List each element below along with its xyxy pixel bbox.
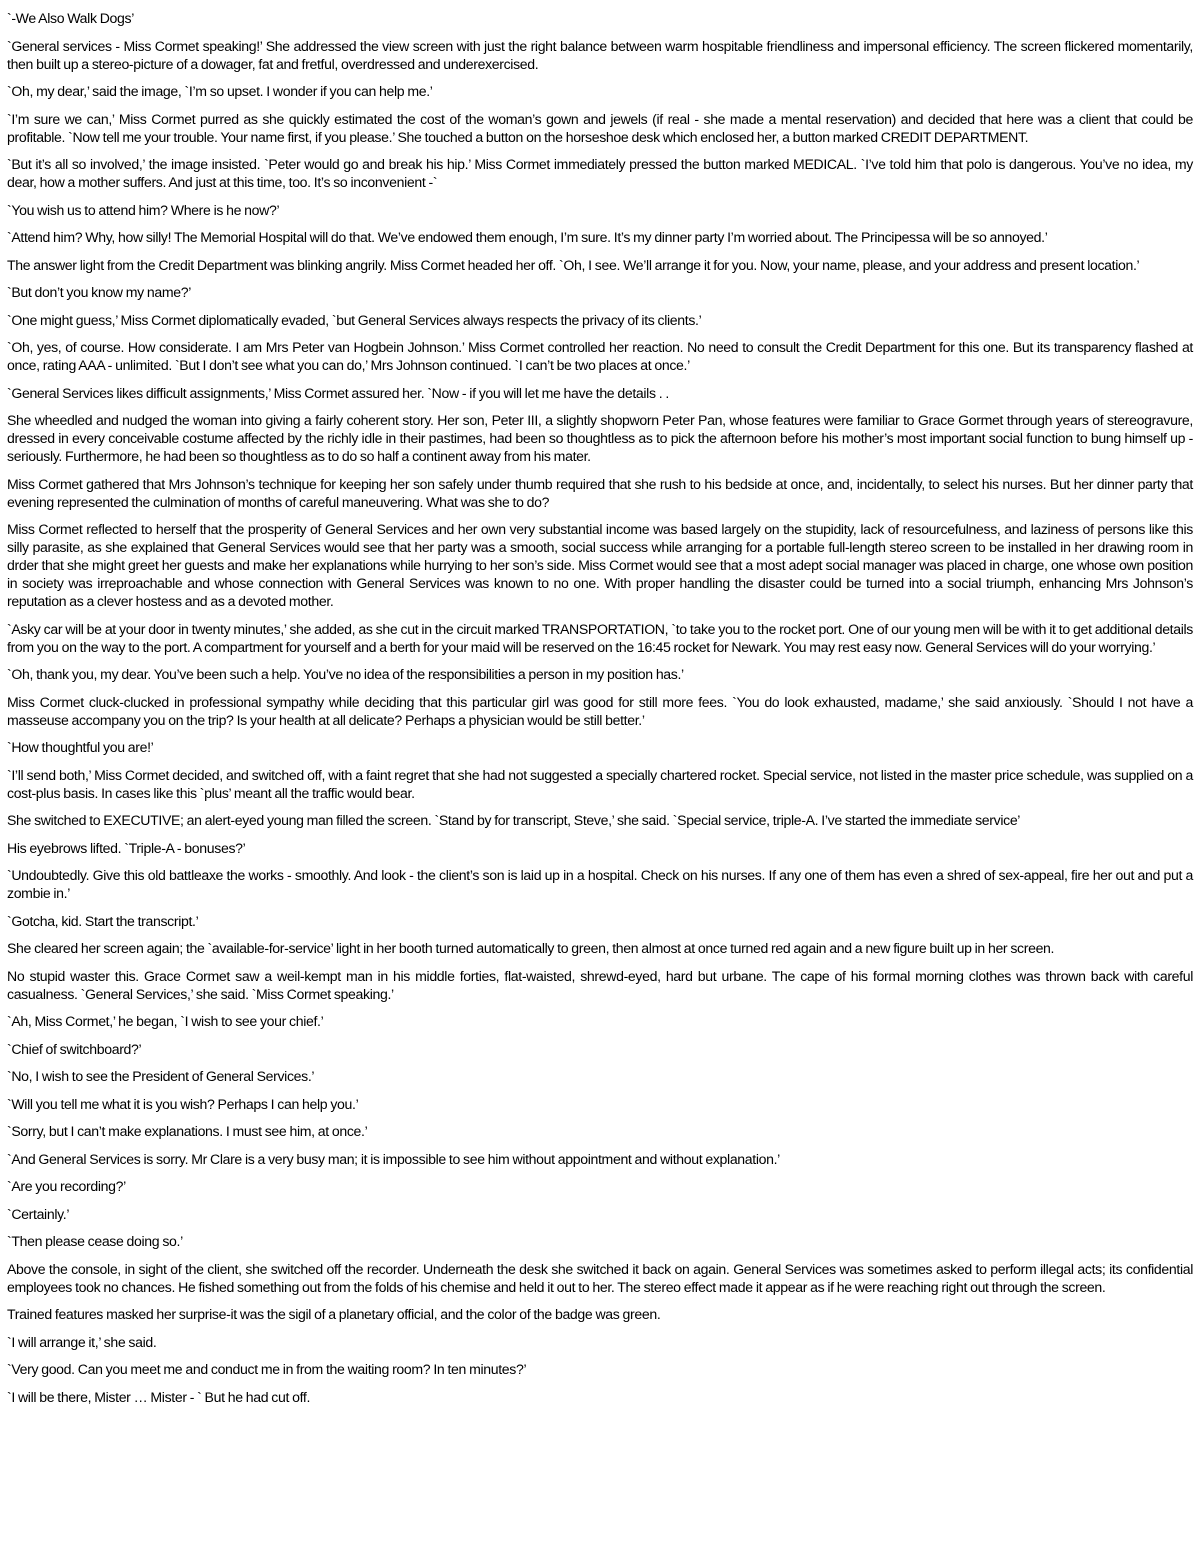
paragraph: `Very good. Can you meet me and conduct me in from the waiting room? In ten minutes?’ [7, 1361, 527, 1377]
paragraph: She cleared her screen again; the `available-for-service’ light in her booth turned automatically to green, then almost at once turned red again and a new figure built up in her screen. [7, 940, 1055, 956]
paragraph: `Oh, thank you, my dear. You’ve been such a help. You’ve no idea of the responsibilities a person in my position has.’ [7, 666, 684, 682]
paragraph: `Gotcha, kid. Start the transcript.’ [7, 912, 199, 929]
paragraph: Miss Cormet cluck-clucked in professional sympathy while deciding that this particular girl was good for still more fees. `You do look exhausted, madame,’ she said anxiously. `Should I not have a masseuse accompany you on the trip? Is your health at all delicate? Perhaps a physician would be still better.’ [7, 693, 1193, 728]
paragraph: `Undoubtedly. Give this old battleaxe the works - smoothly. And look - the client’s son is laid up in a hospital. Check on his nurses. If any one of them has even a shred of sex-appeal, fire her out and put a zombie in.’ [7, 867, 1193, 901]
paragraph: She wheedled and nudged the woman into giving a fairly coherent story. Her son, Peter III, a slightly shopworn Peter Pan, whose features were familiar to Grace Gormet through years of stereogravure, dressed in every conceivable costume affected by the richly idle in their pastimes, had been so thoughtless as to pick the afternoon before his mother’s most important social function to bung himself up - seriously. Furthermore, he had been so thoughtless as to do so half a continent away from his mater. [7, 412, 1193, 464]
paragraph: `How thoughtful you are!’ [7, 739, 154, 755]
paragraph: `I’m sure we can,’ Miss Cormet purred as she quickly estimated the cost of the woman’s gown and jewels (if real - she made a mental reservation) and decided that here was a client that could be profitable. `Now tell me your trouble. Your name first, if you please.’ She touched a button on the horseshoe desk which enclosed her, a button marked CREDIT DEPARTMENT. [7, 110, 1193, 145]
paragraph: Miss Cormet reflected to herself that the prosperity of General Services and her own very substantial income was based largely on the stupidity, lack of resourcefulness, and laziness of persons like this silly parasite, as she explained that General Services would see that her party was a smooth, social success while arranging for a portable full-length stereo screen to be installed in her drawing room in drder that she might greet her guests and make her explanations while hurrying to her son’s side. Miss Cormet would see that a most adept social manager was placed in charge, one whose own position in society was irreproachable and whose connection with General Services was known to no one. With proper handling the disaster could be turned into a social triumph, enhancing Mrs Johnson’s reputation as a clever hostess and as a devoted mother. [7, 521, 1193, 609]
story-title: `-We Also Walk Dogs’ [7, 10, 134, 26]
paragraph: `Then please cease doing so.’ [7, 1233, 183, 1249]
paragraph: Above the console, in sight of the client, she switched off the recorder. Underneath the desk she switched it back on again. General Services was sometimes asked to perform illegal acts; its confidential employees took no chances. He fished something out from the folds of his chemise and held it out to her. The stereo effect made it appear as if he were reaching right out through the screen. [7, 1260, 1193, 1295]
paragraph: `Sorry, but I can’t make explanations. I must see him, at once.’ [7, 1123, 368, 1139]
paragraph: `Attend him? Why, how silly! The Memorial Hospital will do that. We’ve endowed them enough, I’m sure. It’s my dinner party I’m worried about. The Principessa will be so annoyed.’ [7, 229, 1048, 245]
paragraph: `I’ll send both,’ Miss Cormet decided, and switched off, with a faint regret that she had not suggested a specially chartered rocket. Special service, not listed in the master price schedule, was supplied on a cost-plus basis. In cases like this `plus’ meant all the traffic would bear. [7, 766, 1193, 801]
paragraph: `Oh, yes, of course. How considerate. I am Mrs Peter van Hogbein Johnson.’ Miss Cormet controlled her reaction. No need to consult the Credit Department for this one. But its transparency flashed at once, rating AAA - unlimited. `But I don’t see what you can do,’ Mrs Johnson continued. `I can’t be two places at once.’ [7, 339, 1193, 373]
paragraph: `Chief of switchboard?’ [7, 1040, 142, 1057]
paragraph: `One might guess,’ Miss Cormet diplomatically evaded, `but General Services always respects the privacy of its clients.’ [7, 311, 702, 328]
paragraph: `I will arrange it,’ she said. [7, 1333, 157, 1350]
paragraph: No stupid waster this. Grace Cormet saw a weil-kempt man in his middle forties, flat-waisted, shrewd-eyed, hard but urbane. The cape of his formal morning clothes was thrown back with careful casualness. `General Services,’ she said. `Miss Cormet speaking.’ [7, 967, 1193, 1002]
paragraph: `Asky car will be at your door in twenty minutes,’ she added, as she cut in the circuit marked TRANSPORTATION, `to take you to the rocket port. One of our young men will be with it to get additional details from you on the way to the port. A compartment for yourself and a berth for your maid will be reserved on the 16:45 rocket for Newark. You may rest easy now. General Services will do your worrying.’ [7, 620, 1193, 655]
paragraph: The answer light from the Credit Department was blinking angrily. Miss Cormet headed her off. `Oh, I see. We’ll arrange it for you. Now, your name, please, and your address and present location.’ [7, 256, 1140, 273]
paragraph: `But it’s all so involved,’ the image insisted. `Peter would go and break his hip.’ Miss Cormet immediately pressed the button marked MEDICAL. `I’ve told him that polo is dangerous. You’ve no idea, my dear, how a mother suffers. And just at this time, too. It’s so inconvenient -` [7, 156, 1193, 190]
paragraph: `Ah, Miss Cormet,’ he began, `I wish to see your chief.’ [7, 1013, 324, 1029]
paragraph: His eyebrows lifted. `Triple-A - bonuses?’ [7, 839, 246, 856]
paragraph: `I will be there, Mister … Mister - ` But he had cut off. [7, 1388, 311, 1405]
paragraph: `General services - Miss Cormet speaking!’ She addressed the view screen with just the right balance between warm hospitable friendliness and impersonal efficiency. The screen flickered momentarily, then built up a stereo-picture of a dowager, fat and fretful, overdressed and underexercised. [7, 37, 1193, 72]
paragraph: `Certainly.’ [7, 1205, 70, 1222]
paragraph: Trained features masked her surprise-it was the sigil of a planetary official, and the color of the badge was green. [7, 1306, 661, 1322]
paragraph: `No, I wish to see the President of General Services.’ [7, 1068, 315, 1084]
paragraph: Miss Cormet gathered that Mrs Johnson’s technique for keeping her son safely under thumb required that she rush to his bedside at once, and, incidentally, to select his nurses. But her dinner party that evening represented the culmination of months of careful maneuvering. What was she to do? [7, 475, 1193, 510]
paragraph: `General Services likes difficult assignments,’ Miss Cormet assured her. `Now - if you will let me have the details . . [7, 384, 669, 401]
paragraph: `And General Services is sorry. Mr Clare is a very busy man; it is impossible to see him without appointment and without explanation.’ [7, 1150, 780, 1167]
paragraph: `But don’t you know my name?’ [7, 284, 191, 300]
paragraph: `Are you recording?’ [7, 1178, 126, 1194]
paragraph: `You wish us to attend him? Where is he now?’ [7, 201, 280, 218]
paragraph: She switched to EXECUTIVE; an alert-eyed young man filled the screen. `Stand by for transcript, Steve,’ she said. `Special service, triple-A. I’ve started the immediate service’ [7, 812, 1021, 828]
paragraph: `Will you tell me what it is you wish? Perhaps I can help you.’ [7, 1095, 359, 1112]
paragraph: `Oh, my dear,’ said the image, `I’m so upset. I wonder if you can help me.’ [7, 83, 433, 99]
